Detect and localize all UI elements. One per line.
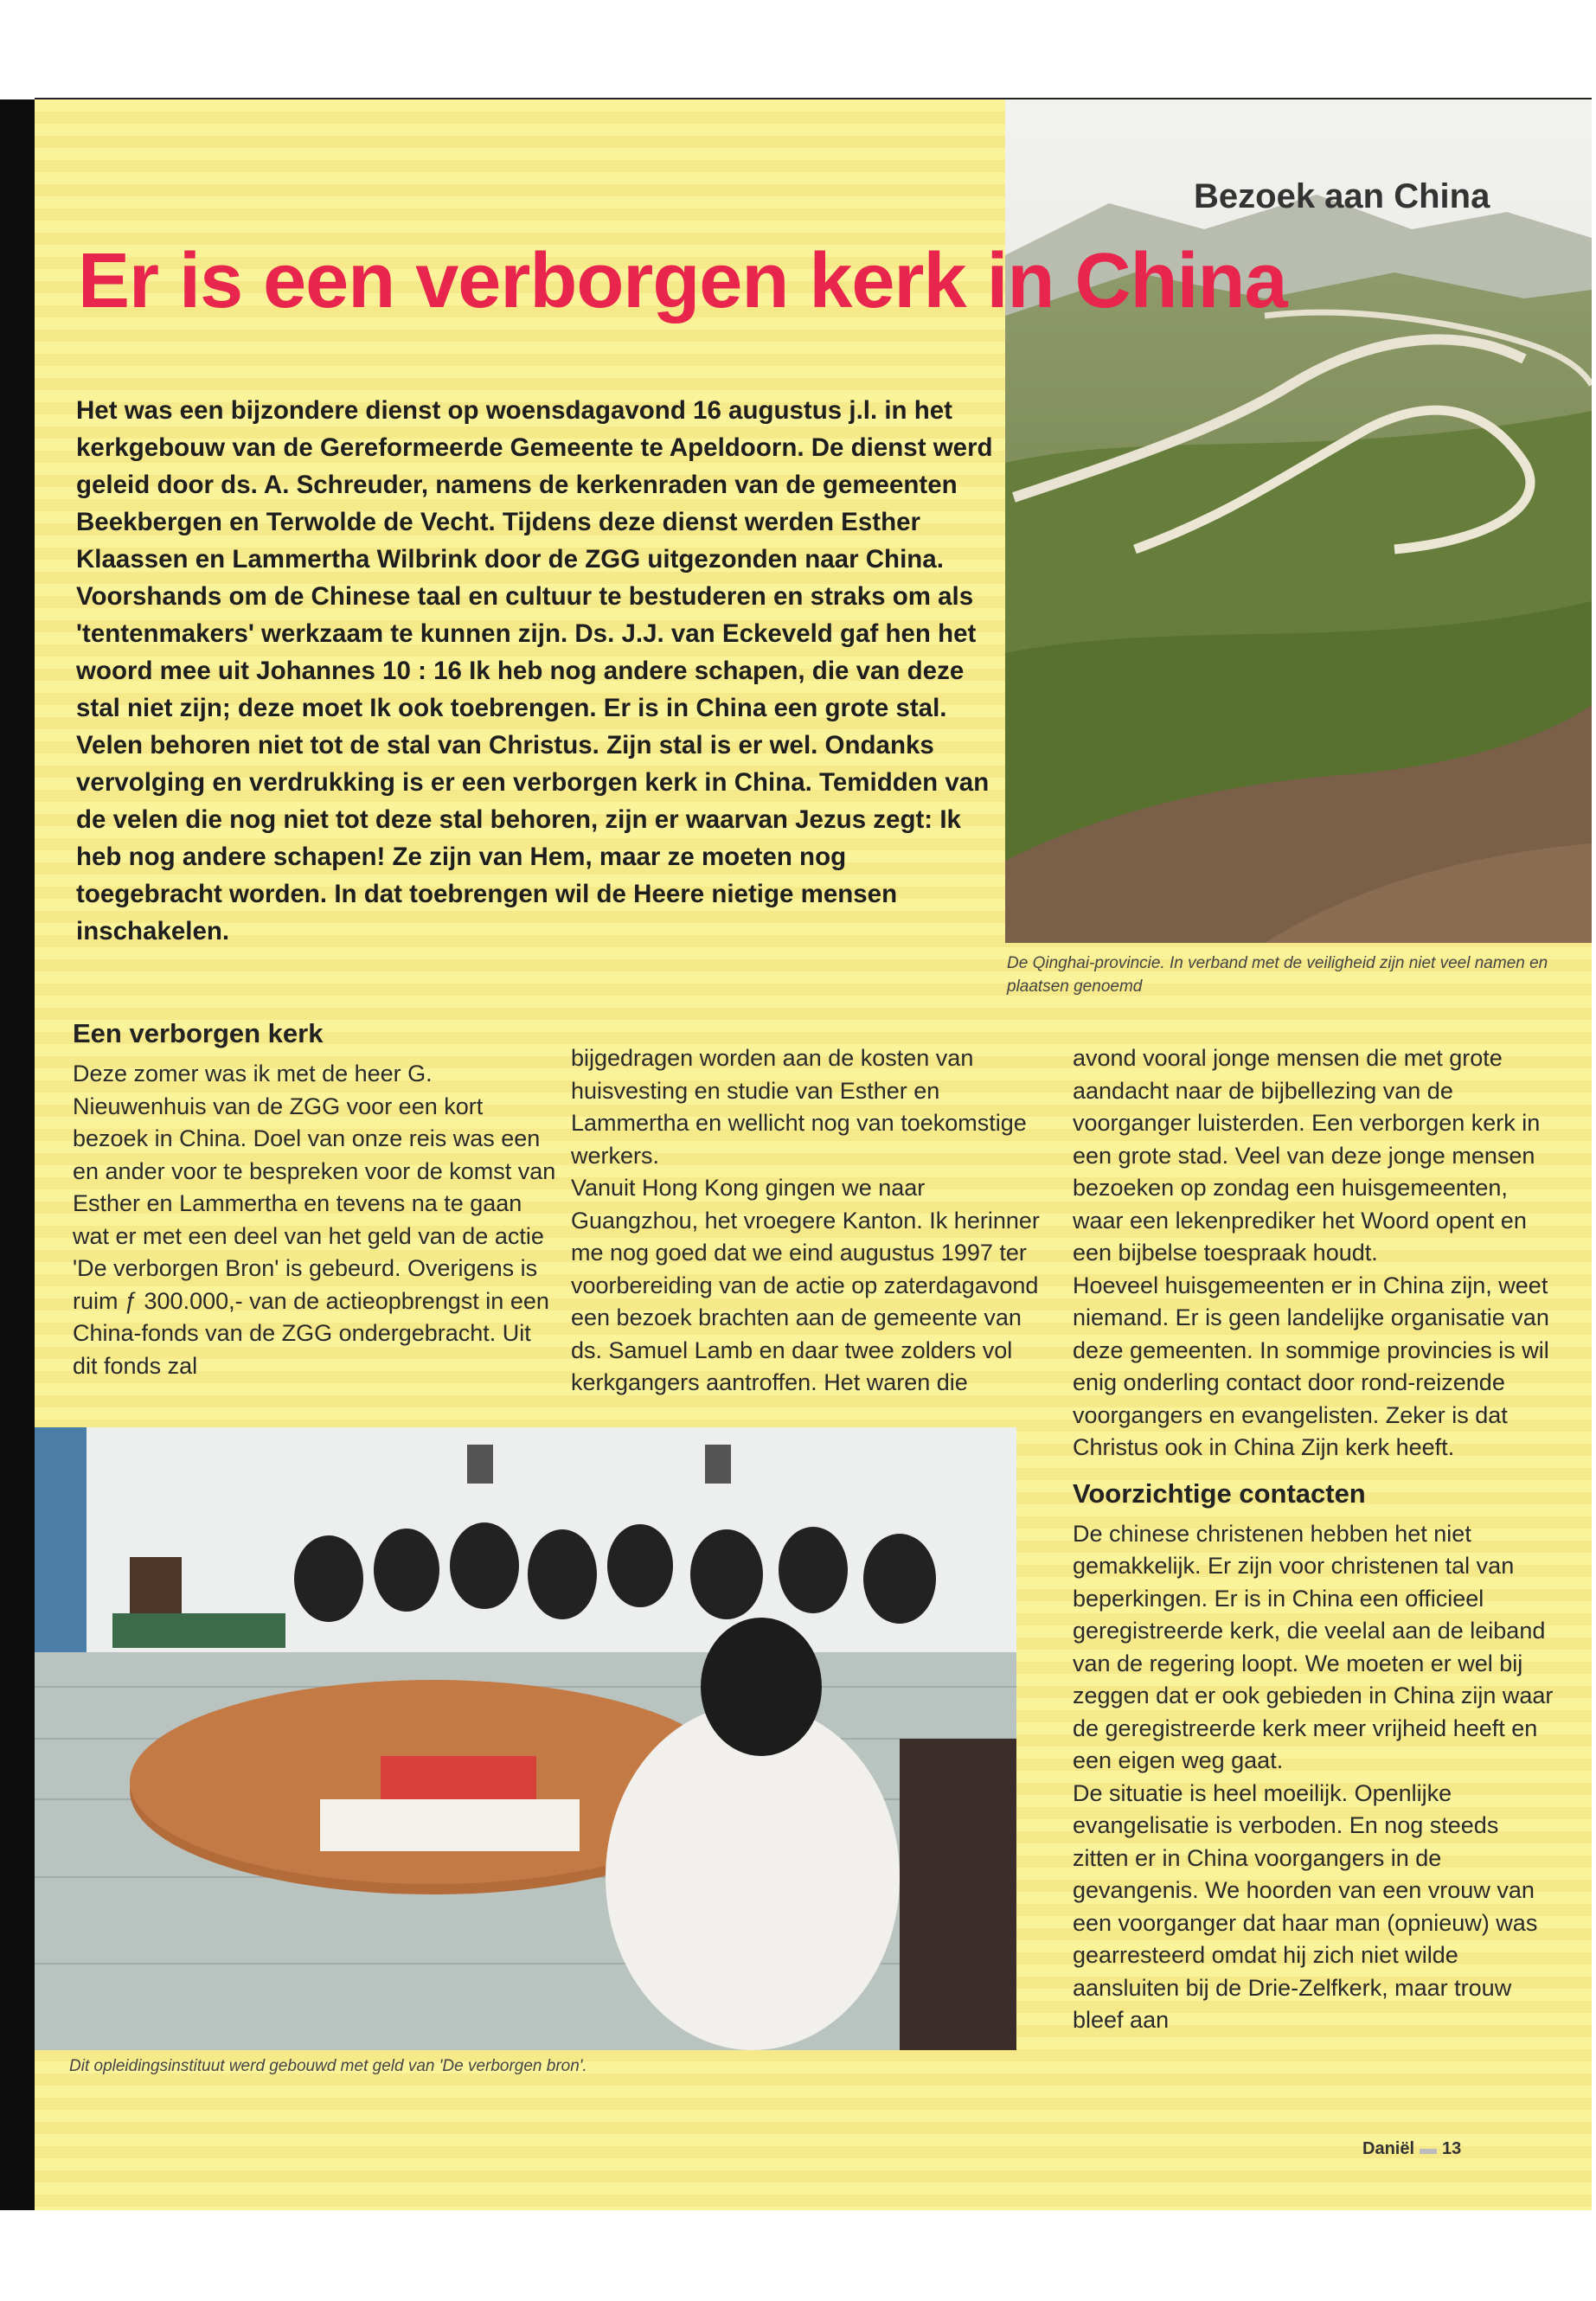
photo-top-caption: De Qinghai-provincie. In verband met de veiligheid zijn niet veel namen en plaatsen genoemd xyxy=(1007,954,1548,996)
column-2 xyxy=(571,1042,1055,1400)
col2-text-a: bijgedragen worden aan de kosten van huisvesting en studie van Esther en Lammertha en wellicht nog van toekomstige werkers. xyxy=(571,1045,1027,1169)
intro-paragraph: Het was een bijzondere dienst op woensdagavond 16 augustus j.l. in het kerkgebouw van de Gereformeerde Gemeente te Apeldoorn. De dienst werd geleid door ds. A. Schreuder, namens de kerkenraden van de gemeenten Beekbergen en Terwolde de Vecht. Tijdens deze dienst werden Esther Klaassen en Lammertha Wilbrink door de ZGG uitgezonden naar China. Voorshands om de Chinese taal en cultuur te bestuderen en straks om als 'tentenmakers' werkzaam te kunnen zijn. Ds. J.J. van Eckeveld gaf hen het woord mee uit Johannes 10 : 16 Ik heb nog andere schapen, die van deze stal niet zijn; deze moet Ik ook toebrengen. Er is in China een grote stal. Velen behoren niet tot de stal van Christus. Zijn stal is er wel. Ondanks vervolging en verdrukking is er een verborgen kerk in China. Temidden van de velen die nog niet tot deze stal behoren, zijn er waarvan Jezus zegt: Ik heb nog andere schapen! Ze zijn van Hem, maar ze moeten nog toegebracht worden. In dat toebrengen wil de Heere nietige mensen inschakelen. xyxy=(76,396,993,945)
col1-heading: Een verborgen kerk xyxy=(73,1018,324,1048)
photo-bottom-caption: Dit opleidingsinstituut werd gebouwd met geld van 'De verborgen bron'. xyxy=(69,2057,587,2075)
page-footer xyxy=(1362,2139,1461,2159)
col1-text: Deze zomer was ik met de heer G. Nieuwenhuis van de ZGG voor een kort bezoek in China. Doel van onze reis was een en ander voor te bespreken voor de komst van Esther en Lammertha en tevens na te gaan wat er met een deel van het geld van de actie 'De verborgen Bron' is gebeurd. Overigens is ruim ƒ 300.000,- van de actieopbrengst in een China-fonds van de ZGG ondergebracht. Uit dit fonds zal xyxy=(73,1061,556,1379)
training-institute-photo xyxy=(35,1427,1016,2050)
column-3 xyxy=(1073,1042,1557,2037)
section-label: Bezoek aan China xyxy=(1194,177,1490,215)
column-1 xyxy=(73,1016,557,1382)
qinghai-landscape-photo xyxy=(1005,99,1592,943)
footer-separator: ▬ xyxy=(1420,2139,1438,2158)
col3-text-c: De chinese christenen hebben het niet gemakkelijk. Er zijn voor christenen tal van beperkingen. Er is in China een officieel geregistreerde kerk, die veelal aan de leiband van de regering loopt. We moeten er wel bij zeggen dat er ook gebieden in China zijn waar de geregistreerde kerk meer vrijheid heeft en een eigen weg gaat. xyxy=(1073,1520,1554,1773)
col3-text-d: De situatie is heel moeilijk. Openlijke evangelisatie is verboden. En nog steeds zitten er in China voorgangers in de gevangenis. We hoorden van een vrouw van een voorganger dat haar man (opnieuw) was gearresteerd omdat hij zich niet wilde aansluiten bij de Drie-Zelfkerk, maar trouw bleef aan xyxy=(1073,1779,1538,2033)
magazine-page xyxy=(35,99,1592,2210)
col3-heading: Voorzichtige contacten xyxy=(1073,1477,1366,1509)
page-number: 13 xyxy=(1442,2139,1462,2158)
page-spine-shadow xyxy=(0,99,35,2210)
col3-text-a: avond vooral jonge mensen die met grote aandacht naar de bijbellezing van de voorganger luisterden. Een verborgen kerk in een grote stad. Veel van deze jonge mensen bezoeken op zondag een huisgemeenten, waar een lekenprediker het Woord opent en een bijbelse toespraak houdt. xyxy=(1073,1045,1541,1266)
magazine-name: Daniël xyxy=(1362,2139,1415,2158)
page-title: Er is een verborgen kerk in China xyxy=(78,238,1287,324)
col3-text-b: Hoeveel huisgemeenten er in China zijn, weet niemand. Er is geen landelijke organisatie van deze gemeenten. In sommige provincies is wil enig onderling contact door rond-reizende voorgangers en evangelisten. Zeker is dat Christus ook in China Zijn kerk heeft. xyxy=(1073,1272,1549,1460)
col2-text-b: Vanuit Hong Kong gingen we naar Guangzhou, het vroegere Kanton. Ik herinner me nog goed dat we eind augustus 1997 ter voorbereiding van de actie op zaterdagavond een bezoek brachten aan de gemeente van ds. Samuel Lamb en daar twee zolders vol kerkgangers aantroffen. Het waren die xyxy=(571,1175,1040,1395)
